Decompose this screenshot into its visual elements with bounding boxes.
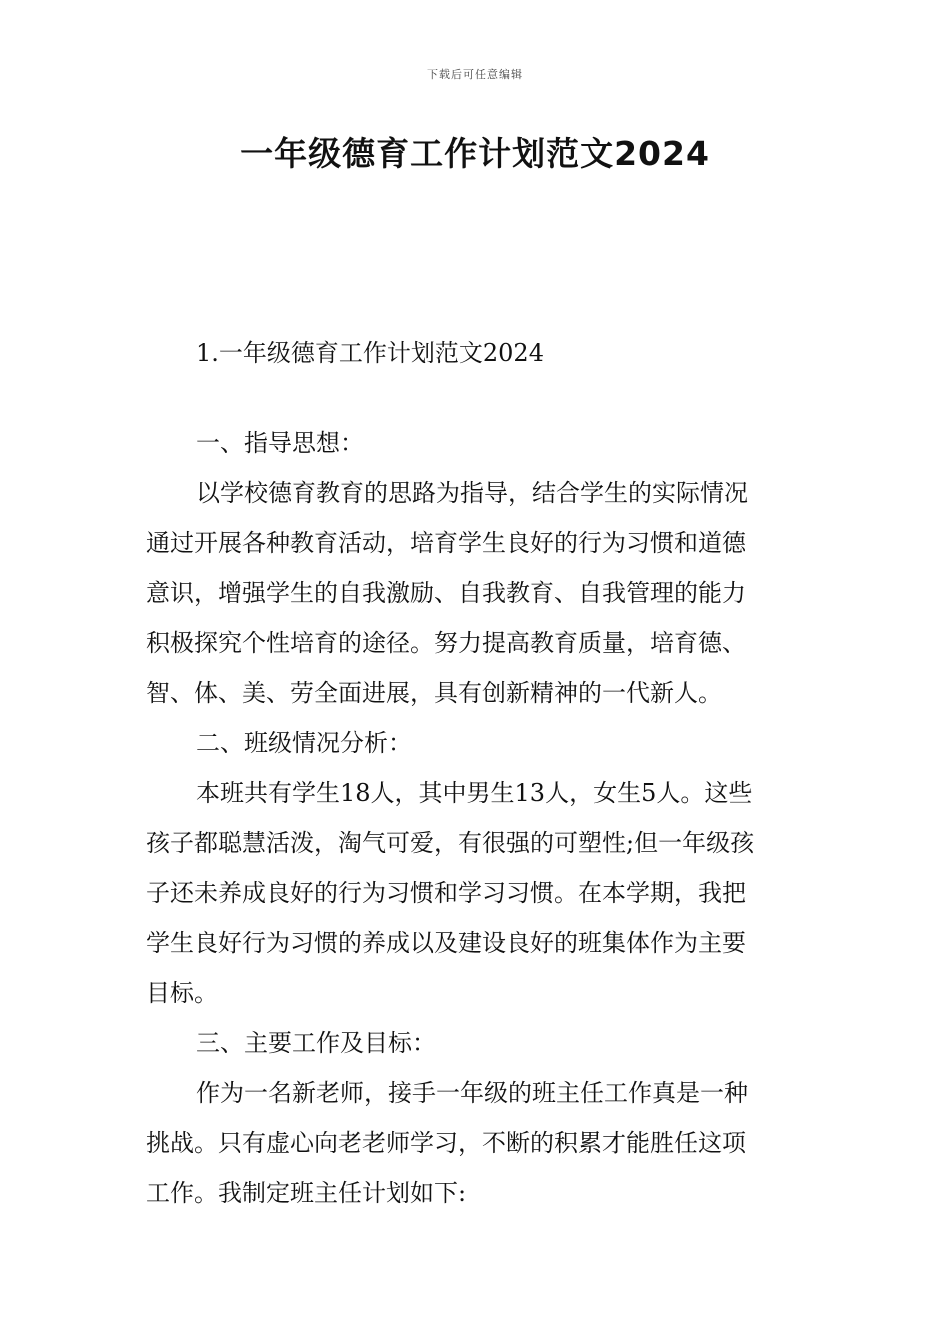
header-note: 下载后可任意编辑 <box>427 68 523 81</box>
paragraph-line: 目标。 <box>146 979 218 1007</box>
section-heading-class-analysis: 二、班级情况分析： <box>196 729 412 757</box>
paragraph-line: 意识，增强学生的自我激励、自我教育、自我管理的能力 <box>146 579 746 607</box>
document-body <box>146 328 806 1218</box>
section-heading-guiding-thought: 一、指导思想： <box>196 429 364 457</box>
document-title: 一年级德育工作计划范文2024 <box>240 134 710 173</box>
paragraph-line: 作为一名新老师，接手一年级的班主任工作真是一种 <box>196 1079 748 1107</box>
paragraph-line: 智、体、美、劳全面进展，具有创新精神的一代新人。 <box>146 679 722 707</box>
paragraph-line: 学生良好行为习惯的养成以及建设良好的班集体作为主要 <box>146 929 746 957</box>
paragraph-line: 子还未养成良好的行为习惯和学习习惯。在本学期，我把 <box>146 879 746 907</box>
paragraph-line: 通过开展各种教育活动，培育学生良好的行为习惯和道德 <box>146 529 746 557</box>
paragraph-line: 以学校德育教育的思路为指导，结合学生的实际情况 <box>196 479 748 507</box>
paragraph-line: 挑战。只有虚心向老老师学习，不断的积累才能胜任这项 <box>146 1129 746 1157</box>
paragraph-line: 本班共有学生18人，其中男生13人，女生5人。这些 <box>196 779 753 807</box>
paragraph-line: 积极探究个性培育的途径。努力提高教育质量，培育德、 <box>146 629 746 657</box>
paragraph-line: 工作。我制定班主任计划如下: <box>146 1179 467 1207</box>
section-heading-main-work: 三、主要工作及目标： <box>196 1029 436 1057</box>
document-subtitle: 1.一年级德育工作计划范文2024 <box>196 339 544 367</box>
paragraph-line: 孩子都聪慧活泼，淘气可爱，有很强的可塑性;但一年级孩 <box>146 829 755 857</box>
